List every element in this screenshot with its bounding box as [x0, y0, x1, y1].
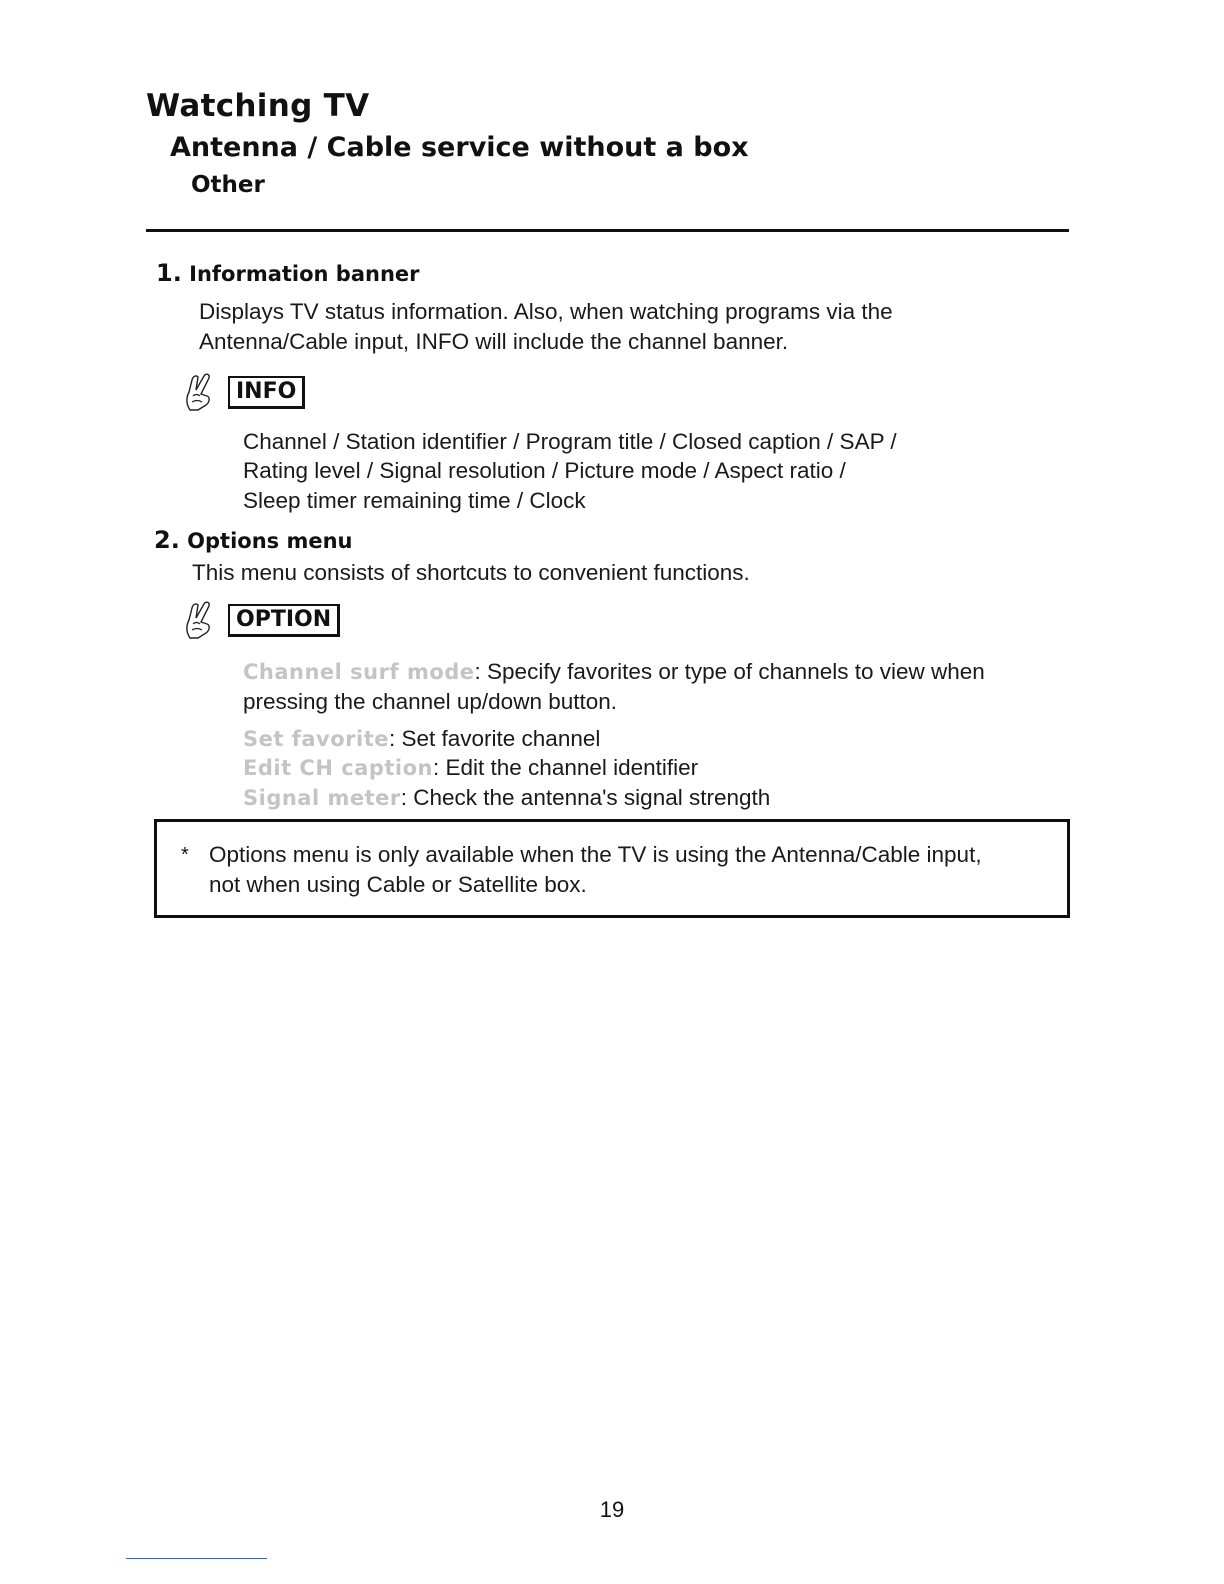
- header-divider: [146, 229, 1069, 232]
- section1-description-line1: Displays TV status information. Also, when watching programs via the: [199, 299, 893, 324]
- section1-heading: [156, 259, 420, 287]
- option-desc: : Edit the channel identifier: [433, 755, 699, 780]
- section1-title: Information banner: [189, 262, 420, 286]
- option-desc: : Check the antenna's signal strength: [400, 785, 771, 810]
- remote-hand-icon: [184, 600, 214, 640]
- section1-items-line1: Channel / Station identifier / Program title / Closed caption / SAP /: [243, 429, 897, 454]
- option-term: Edit CH caption: [243, 756, 433, 780]
- note-line1: Options menu is only available when the TV is using the Antenna/Cable input,: [209, 842, 982, 867]
- section2-remote-row: [184, 600, 340, 640]
- section1-number: 1.: [156, 259, 182, 287]
- note-text: [209, 840, 1059, 900]
- option-signal-meter: [243, 783, 770, 814]
- section2-number: 2.: [154, 526, 180, 554]
- info-key: INFO: [228, 376, 305, 409]
- option-desc: : Specify favorites or type of channels to view when: [474, 659, 985, 684]
- option-channel-surf-mode-cont: pressing the channel up/down button.: [243, 689, 618, 714]
- page-title: Watching TV: [146, 88, 370, 124]
- page-subtitle: Antenna / Cable service without a box: [170, 132, 749, 163]
- section1-items-line2: Rating level / Signal resolution / Picture mode / Aspect ratio /: [243, 458, 846, 483]
- option-term: Set favorite: [243, 727, 389, 751]
- section1-remote-row: [184, 372, 305, 412]
- option-term: Signal meter: [243, 786, 401, 810]
- option-term: Channel surf mode: [243, 660, 475, 684]
- remote-hand-icon: [184, 372, 214, 412]
- page-subsubtitle: Other: [191, 172, 265, 198]
- option-set-favorite: [243, 724, 600, 755]
- option-channel-surf-mode: [243, 657, 985, 688]
- note-line2: not when using Cable or Satellite box.: [209, 872, 587, 897]
- note-marker: *: [181, 844, 189, 866]
- note-box: [154, 819, 1070, 918]
- section1-items-line3: Sleep timer remaining time / Clock: [243, 488, 586, 513]
- option-key: OPTION: [228, 604, 340, 637]
- footer-line: [126, 1558, 267, 1559]
- section2-title: Options menu: [187, 529, 353, 553]
- option-edit-ch-caption: [243, 753, 698, 784]
- section2-heading: [154, 526, 352, 554]
- section2-intro: This menu consists of shortcuts to convenient functions.: [192, 560, 750, 585]
- section1-description-line2: Antenna/Cable input, INFO will include the channel banner.: [199, 329, 789, 354]
- page-number: 19: [599, 1497, 625, 1522]
- option-desc: : Set favorite channel: [388, 726, 601, 751]
